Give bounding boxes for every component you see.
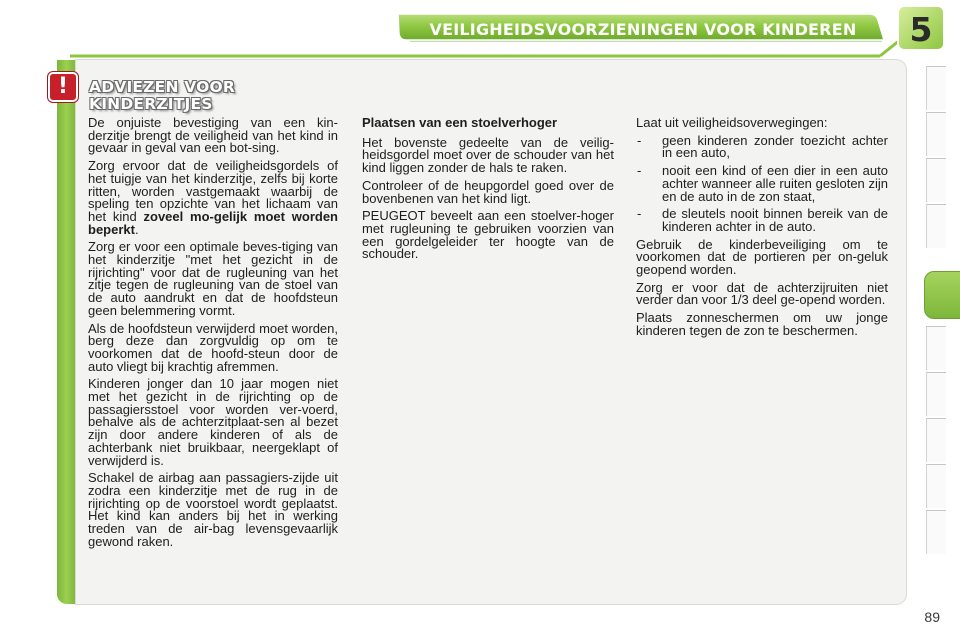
col1-p2-bold: zoveel mo-gelijk moet worden beperkt [88, 208, 338, 237]
list-item: - geen kinderen zonder toezicht achter in een auto, [636, 135, 888, 160]
col1-paragraph-5: Kinderen jonger dan 10 jaar mogen niet met het gezicht in de rijrichting op de passagiersstoel voor worden ver-voerd, behalve als de achterzitplaat-sen al bezet zijn door andere kinderen of als de achterbank niet bruikbaar, neergeklapt of verwijderd is. [88, 376, 338, 468]
col1-p2-end: . [134, 221, 139, 237]
col1-paragraph-6: Schakel de airbag aan passagiers-zijde uit zodra een kinderzitje met de rug in de rijrichting op de voorstoel wordt geplaatst. Het kind kan anders bij het in werking treden van de air-bag levensgevaarlijk gewond raken. [88, 470, 338, 549]
col2-paragraph-1: Het bovenste gedeelte van de veilig-heidsgordel moet over de schouder van het kind liggen zonder de hals te raken. [362, 134, 614, 176]
column-3 [636, 117, 888, 343]
section-title-line2: KINDERZITJES [89, 95, 213, 113]
chapter-tabs [926, 66, 960, 580]
col2-paragraph-3: PEUGEOT beveelt aan een stoelver-hoger met rugleuning te gebruiken voorzien van een gordelgeleider ter hoogte van de schouder. [362, 208, 614, 262]
list-item: - de sleutels nooit binnen bereik van de kinderen achter in de auto. [636, 208, 888, 233]
section-title [89, 79, 309, 113]
col1-paragraph-1: De onjuiste bevestiging van een kin-derzitje brengt de veiligheid van het kind in gevaar in geval van een bot-sing. [88, 115, 338, 156]
active-chapter-tab[interactable] [924, 271, 960, 319]
col2-heading: Plaatsen van een stoelverhoger [362, 115, 558, 130]
chapter-tab[interactable] [926, 510, 946, 554]
col1-paragraph-3: Zorg er voor een optimale beves-tiging van het kinderzitje "met het gezicht in de rijrichting" voor dat de rugleuning van het zitje tegen de rugleuning van de stoel van de auto aandrukt en dat de hoofdsteun geen belemmering vormt. [88, 239, 338, 318]
col1-p2-text: Zorg ervoor dat de veiligheidsgordels of het tuigje van het kinderzitje, zelfs bij korte ritten, worden vastgemaakt waarbij de speling ten opzichte van het lichaam van het kind [88, 158, 338, 224]
col2-paragraph-2: Controleer of de heupgordel goed over de bovenbenen van het kind ligt. [362, 177, 614, 206]
chapter-tab[interactable] [926, 326, 946, 370]
column-2 [362, 117, 614, 266]
col3-paragraph-3: Plaats zonneschermen om uw jonge kinderen tegen de zon te beschermen. [636, 310, 888, 338]
chapter-tab[interactable] [926, 112, 946, 156]
chapter-tab[interactable] [926, 418, 946, 462]
column-1 [88, 117, 338, 554]
page-number: 89 [924, 609, 940, 625]
chapter-tab[interactable] [926, 372, 946, 416]
chapter-tab[interactable] [926, 158, 946, 202]
chapter-number: 5 [909, 10, 933, 49]
header-title: VEILIGHEIDSVOORZIENINGEN VOOR KINDEREN [429, 20, 857, 39]
col3-paragraph-1: Gebruik de kinderbeveiliging om te voorkomen dat de portieren per on-geluk geopend worden. [636, 236, 888, 278]
col3-paragraph-2: Zorg er voor dat de achterzijruiten niet verder dan voor 1/3 deel ge-opend worden. [636, 279, 888, 308]
section-title-line1: ADVIEZEN VOOR [89, 78, 236, 96]
chapter-tab[interactable] [926, 204, 946, 248]
col1-paragraph-2 [88, 160, 338, 236]
chapter-tab[interactable] [926, 464, 946, 508]
left-accent-bar [57, 60, 76, 604]
col3-intro: Laat uit veiligheidsoverwegingen: [636, 115, 828, 130]
chapter-tab[interactable] [926, 66, 946, 110]
col1-paragraph-4: Als de hoofdsteun verwijderd moet worden, berg deze dan zorgvuldig op om te voorkomen dat de hoofd-steun door de auto vliegt bij krachtig afremmen. [88, 320, 338, 374]
warning-icon: ! [48, 72, 78, 102]
col3-dash-list [636, 132, 888, 234]
list-item: - nooit een kind of een dier in een auto achter wanneer alle ruiten gesloten zijn en de auto in de zon staat, [636, 165, 888, 203]
